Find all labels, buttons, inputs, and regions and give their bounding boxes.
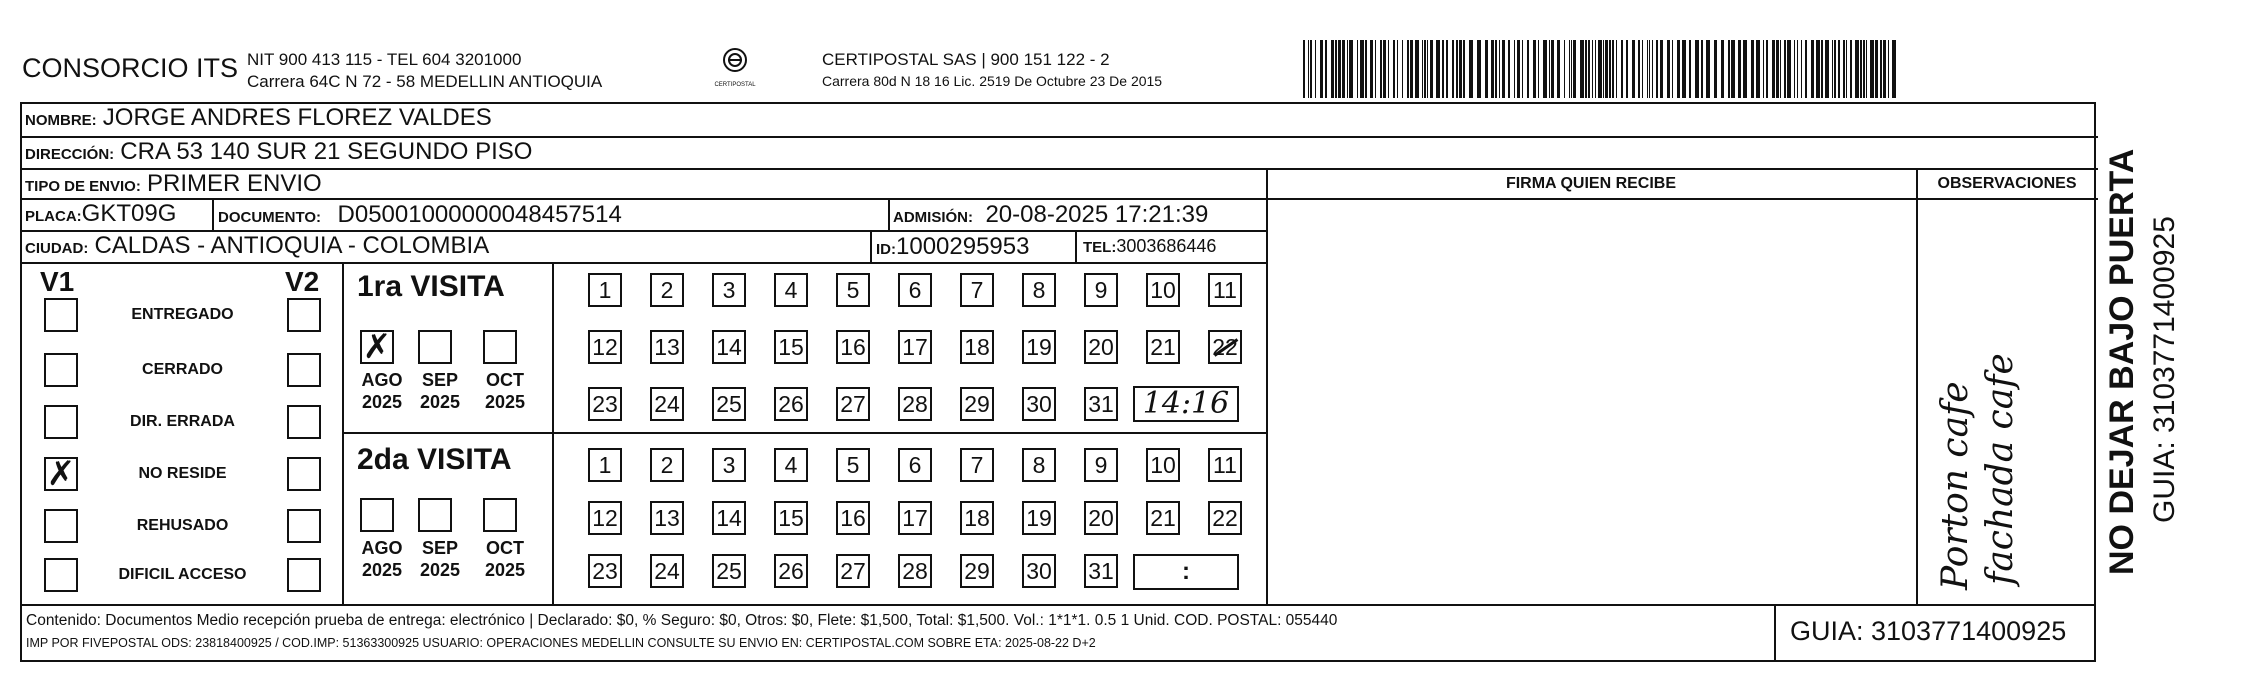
second-visit-day[interactable]: 28: [898, 554, 932, 588]
observaciones-column-border: [1916, 170, 1918, 604]
first-visit-day[interactable]: 21: [1146, 330, 1180, 364]
month-label: OCT: [486, 538, 524, 558]
year-label: 2025: [419, 560, 461, 580]
month-label: AGO: [361, 370, 403, 390]
second-visit-day[interactable]: 18: [960, 501, 994, 535]
first-visit-day[interactable]: 7: [960, 273, 994, 307]
logo-text: CERTIPOSTAL: [714, 82, 756, 88]
second-visit-month-checkbox[interactable]: [418, 498, 452, 532]
observaciones-header: OBSERVACIONES: [1937, 175, 2077, 192]
second-visit-day[interactable]: 19: [1022, 501, 1056, 535]
v1-label: V1: [40, 266, 75, 297]
second-visit-day[interactable]: 29: [960, 554, 994, 588]
reason-label: DIR. ERRADA: [130, 413, 235, 430]
first-visit-day[interactable]: 11: [1208, 273, 1242, 307]
second-visit-title: 2da VISITA: [357, 443, 512, 476]
divider: [1075, 232, 1077, 264]
first-visit-day[interactable]: 5: [836, 273, 870, 307]
reason-label: NO RESIDE: [138, 465, 227, 482]
first-visit-day[interactable]: 20: [1084, 330, 1118, 364]
certipostal-logo: [700, 46, 770, 94]
divider: [212, 200, 214, 232]
id-block: [876, 233, 1029, 261]
year-label: 2025: [419, 392, 461, 412]
tel-block: [1083, 236, 1216, 257]
first-visit-day[interactable]: 30: [1022, 387, 1056, 421]
visit-divider: [342, 264, 344, 604]
month-label: OCT: [486, 370, 524, 390]
v1-checkbox[interactable]: [44, 558, 78, 592]
id-value: 1000295953: [896, 233, 1030, 260]
first-visit-day[interactable]: 17: [898, 330, 932, 364]
v2-checkbox[interactable]: [287, 298, 321, 332]
tel-label: TEL:: [1083, 239, 1117, 256]
provider-line: CERTIPOSTAL SAS | 900 151 122 - 2: [822, 50, 1110, 69]
first-visit-day[interactable]: 2: [650, 273, 684, 307]
check-x-icon: ✗: [46, 454, 76, 494]
first-visit-day[interactable]: 16: [836, 330, 870, 364]
reason-label: CERRADO: [142, 361, 223, 378]
second-visit-day[interactable]: 26: [774, 554, 808, 588]
first-visit-day[interactable]: 4: [774, 273, 808, 307]
second-visit-day[interactable]: 5: [836, 448, 870, 482]
month-label: SEP: [421, 370, 459, 390]
first-visit-month-checkbox[interactable]: [483, 330, 517, 364]
second-visit-day[interactable]: 14: [712, 501, 746, 535]
id-label: ID:: [876, 241, 896, 258]
nombre-label: NOMBRE:: [25, 112, 97, 129]
second-visit-day[interactable]: 10: [1146, 448, 1180, 482]
first-visit-day[interactable]: 23: [588, 387, 622, 421]
first-visit-day[interactable]: 26: [774, 387, 808, 421]
first-visit-day[interactable]: 1: [588, 273, 622, 307]
first-visit-day[interactable]: 9: [1084, 273, 1118, 307]
documento-value: D05001000000048457514: [337, 201, 622, 228]
first-visit-month-checkbox[interactable]: [418, 330, 452, 364]
footer-guia: GUIA: 3103771400925: [1790, 616, 2067, 646]
v1-checkbox[interactable]: [44, 405, 78, 439]
first-visit-day[interactable]: 24: [650, 387, 684, 421]
divider: [888, 200, 890, 232]
second-visit-day[interactable]: 8: [1022, 448, 1056, 482]
second-visit-day[interactable]: 13: [650, 501, 684, 535]
second-visit-day[interactable]: 22: [1208, 501, 1242, 535]
v2-checkbox[interactable]: [287, 405, 321, 439]
visit-separator: [342, 432, 1266, 434]
first-visit-title: 1ra VISITA: [357, 270, 505, 303]
company-name: CONSORCIO ITS: [22, 53, 239, 83]
ciudad-label: CIUDAD:: [25, 240, 89, 257]
documento-label: DOCUMENTO:: [218, 209, 322, 226]
first-visit-day[interactable]: 13: [650, 330, 684, 364]
row-ciudad: [22, 232, 1266, 264]
second-visit-time-value: :: [1182, 558, 1190, 585]
second-visit-day[interactable]: 9: [1084, 448, 1118, 482]
v2-checkbox[interactable]: [287, 509, 321, 543]
documento-block: [218, 201, 622, 229]
second-visit-time[interactable]: [1133, 554, 1239, 590]
v2-checkbox[interactable]: [287, 457, 321, 491]
second-visit-day[interactable]: 1: [588, 448, 622, 482]
v1-checkbox[interactable]: [44, 353, 78, 387]
row-direccion: [22, 138, 2098, 170]
v1-checkbox[interactable]: [44, 509, 78, 543]
barcode: [1303, 40, 1898, 98]
admision-value: 20-08-2025 17:21:39: [985, 201, 1209, 228]
first-visit-day[interactable]: 18: [960, 330, 994, 364]
first-visit-day[interactable]: 27: [836, 387, 870, 421]
year-label: 2025: [361, 392, 403, 412]
month-label: SEP: [421, 538, 459, 558]
second-visit-day[interactable]: 12: [588, 501, 622, 535]
footer-contenido: Contenido: Documentos Medio recepción prueba de entrega: electrónico | Declarado: $0, % Seguro: $0, Otros: $0, Flete: $1,500, Total: $1,500. Vol.: 1*1*1. 0.5 1 Unid. COD. POSTAL: 055440: [26, 612, 1338, 629]
second-visit-day[interactable]: 6: [898, 448, 932, 482]
first-visit-day[interactable]: 15: [774, 330, 808, 364]
first-visit-day[interactable]: 25: [712, 387, 746, 421]
second-visit-day[interactable]: 27: [836, 554, 870, 588]
admision-block: [893, 201, 1208, 229]
check-x-icon: ✗: [362, 327, 392, 367]
second-visit-day[interactable]: 7: [960, 448, 994, 482]
second-visit-day[interactable]: 20: [1084, 501, 1118, 535]
first-visit-day[interactable]: 6: [898, 273, 932, 307]
reason-label: ENTREGADO: [131, 306, 234, 323]
tipo-value: PRIMER ENVIO: [146, 170, 322, 197]
barcode-graphic: [1303, 40, 1898, 98]
observacion-2: fachada cafe: [1980, 353, 2021, 585]
v2-checkbox[interactable]: [287, 558, 321, 592]
ciudad-value: CALDAS - ANTIOQUIA - COLOMBIA: [94, 232, 490, 259]
first-visit-day[interactable]: 29: [960, 387, 994, 421]
first-visit-month-checkbox[interactable]: [360, 327, 394, 367]
second-visit-day[interactable]: 30: [1022, 554, 1056, 588]
observacion-1: Porton cafe: [1935, 381, 1976, 590]
first-visit-time-value: 14:16: [1142, 386, 1230, 421]
tel-value: 3003686446: [1116, 236, 1217, 256]
first-visit-day[interactable]: 3: [712, 273, 746, 307]
second-visit-day[interactable]: 31: [1084, 554, 1118, 588]
first-visit-day[interactable]: 22: [1208, 330, 1242, 364]
side-warning: NO DEJAR BAJO PUERTA: [2103, 148, 2141, 575]
placa-label: PLACA:: [25, 208, 82, 225]
firma-header: FIRMA QUIEN RECIBE: [1505, 175, 1677, 192]
second-visit-day[interactable]: 4: [774, 448, 808, 482]
firma-header-border: [1266, 198, 2096, 200]
divider: [870, 232, 872, 264]
admision-label: ADMISIÓN:: [893, 209, 973, 226]
second-visit-day[interactable]: 25: [712, 554, 746, 588]
first-visit-day[interactable]: 28: [898, 387, 932, 421]
license-line: Carrera 80d N 18 16 Lic. 2519 De Octubre 23 De 2015: [822, 73, 1163, 89]
second-visit-day[interactable]: 24: [650, 554, 684, 588]
nit-line: NIT 900 413 115 - TEL 604 3201000: [247, 50, 522, 69]
first-visit-day[interactable]: 19: [1022, 330, 1056, 364]
placa-value: GKT09G: [81, 200, 177, 227]
second-visit-day[interactable]: 23: [588, 554, 622, 588]
direccion-label: DIRECCIÓN:: [25, 146, 115, 163]
first-visit-day[interactable]: 10: [1146, 273, 1180, 307]
v1-checkbox[interactable]: [44, 298, 78, 332]
v1-checkbox[interactable]: [44, 454, 78, 494]
footer-imp: IMP POR FIVEPOSTAL ODS: 23818400925 / COD.IMP: 51363300925 USUARIO: OPERACIONES MEDELLIN CONSULTE SU ENVIO EN: CERTIPOSTAL.COM SOBRE ETA: 2025-08-22 D+2: [26, 636, 1096, 650]
visit-divider: [552, 264, 554, 604]
first-visit-day[interactable]: 8: [1022, 273, 1056, 307]
second-visit-day[interactable]: 17: [898, 501, 932, 535]
year-label: 2025: [361, 560, 403, 580]
first-visit-time[interactable]: [1133, 386, 1239, 422]
second-visit-day[interactable]: 2: [650, 448, 684, 482]
first-visit-day[interactable]: 14: [712, 330, 746, 364]
logo-icon: [715, 46, 755, 76]
first-visit-day[interactable]: 12: [588, 330, 622, 364]
second-visit-day[interactable]: 16: [836, 501, 870, 535]
row-nombre: [22, 104, 2098, 138]
firma-column-border: [1266, 170, 1268, 604]
reason-label: DIFICIL ACCESO: [118, 566, 247, 583]
v2-checkbox[interactable]: [287, 353, 321, 387]
address-line: Carrera 64C N 72 - 58 MEDELLIN ANTIOQUIA: [247, 72, 603, 91]
direccion-value: CRA 53 140 SUR 21 SEGUNDO PISO: [120, 138, 533, 165]
nombre-value: JORGE ANDRES FLOREZ VALDES: [102, 104, 492, 131]
strike-mark: [1214, 338, 1239, 357]
second-visit-day[interactable]: 3: [712, 448, 746, 482]
month-label: AGO: [361, 538, 403, 558]
first-visit-day[interactable]: 31: [1084, 387, 1118, 421]
reason-label: REHUSADO: [136, 517, 229, 534]
year-label: 2025: [484, 560, 526, 580]
second-visit-month-checkbox[interactable]: [483, 498, 517, 532]
side-guia: GUIA: 3103771400925: [2148, 216, 2181, 523]
footer-border: [20, 604, 2096, 606]
second-visit-day[interactable]: 11: [1208, 448, 1242, 482]
v2-label: V2: [285, 266, 320, 297]
second-visit-month-checkbox[interactable]: [360, 498, 394, 532]
second-visit-day[interactable]: 15: [774, 501, 808, 535]
tipo-label: TIPO DE ENVIO:: [25, 178, 141, 195]
second-visit-day[interactable]: 21: [1146, 501, 1180, 535]
year-label: 2025: [484, 392, 526, 412]
footer-divider: [1774, 604, 1776, 662]
